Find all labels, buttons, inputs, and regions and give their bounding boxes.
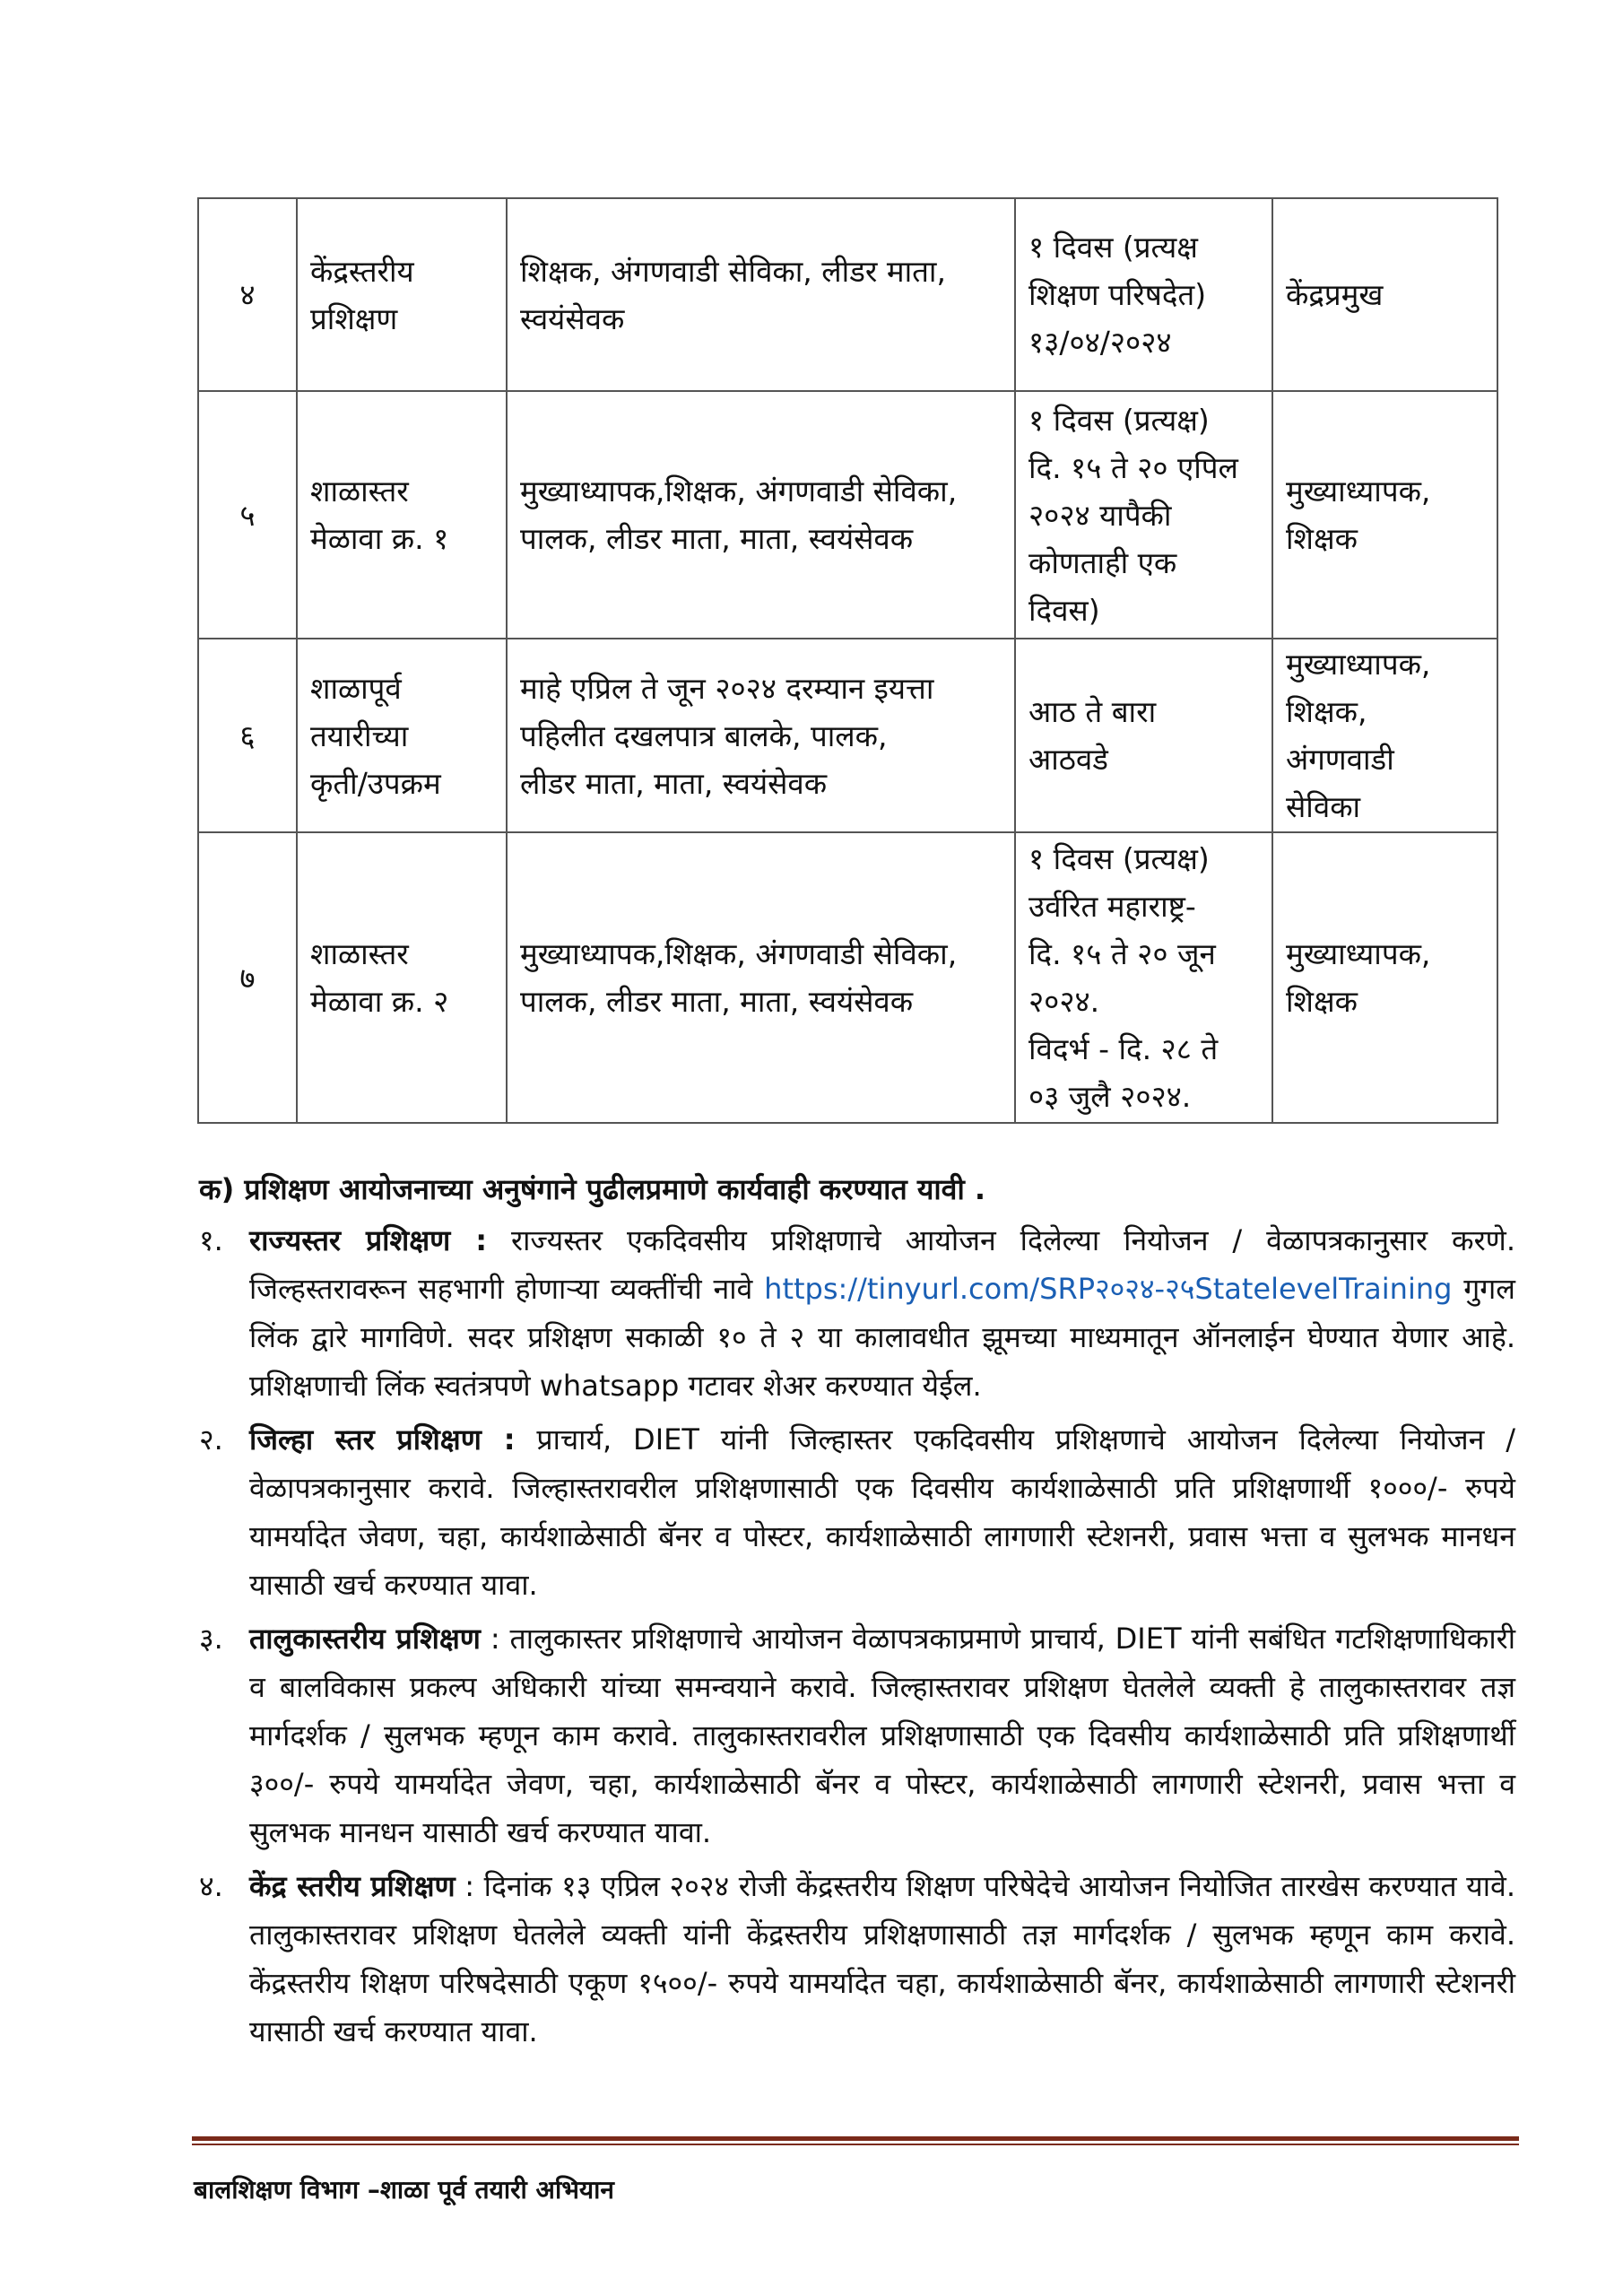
item-body-continued: गुगल लिंक द्वारे मागविणे. सदर प्रशिक्षण सकाळी १० ते २ या कालावधीत झूमच्या माध्यमातून ऑनलाईन घेण्यात येणार आहे. प्रशिक्षणाची लिंक स्वतंत्रपणे whatsapp गटावर शेअर करण्यात येईल. (249, 1272, 1515, 1403)
duration: १ दिवस (प्रत्यक्ष शिक्षण परिषदेत) १३/०४/२०२४ (1015, 198, 1272, 391)
responsible: मुख्याध्यापक, शिक्षक, अंगणवाडी सेविका (1272, 639, 1497, 832)
instruction-item (199, 1614, 1515, 1857)
instruction-item (199, 1415, 1515, 1609)
item-body: : दिनांक १३ एप्रिल २०२४ रोजी केंद्रस्तरीय शिक्षण परिषेदेचे आयोजन नियोजित तारखेस करण्यात यावे. तालुकास्तरावर प्रशिक्षण घेतलेले व्यक्ती यांनी केंद्रस्तरीय प्रशिक्षणासाठी तज्ञ मार्गदर्शक / सुलभक म्हणून काम करावे. केंद्रस्तरीय शिक्षण परिषदेसाठी एकूण १५००/- रुपये यामर्यादेत चहा, कार्यशाळेसाठी बॅनर, कार्यशाळेसाठी लागणारी स्टेशनरी यासाठी खर्च करण्यात यावा. (249, 1869, 1515, 2048)
item-number: १. (199, 1223, 223, 1257)
item-body: राज्यस्तर एकदिवसीय प्रशिक्षणाचे आयोजन दिलेल्या नियोजन / वेळापत्रकानुसार करणे. जिल्हस्तरावरून सहभागी होणाऱ्या व्यक्तींची नावे (249, 1223, 1515, 1306)
item-number: ३. (199, 1622, 223, 1656)
section-heading: क) प्रशिक्षण आयोजनाच्या अनुषंगाने पुढीलप्रमाणे कार्यवाही करण्यात यावी . (199, 1172, 986, 1206)
item-text (249, 1415, 1515, 1609)
footer-rule (192, 2136, 1519, 2141)
table-row (198, 832, 1497, 1123)
training-level: शाळापूर्व तयारीच्या कृती/उपक्रम (297, 639, 507, 832)
page-footer: बालशिक्षण विभाग –शाळा पूर्व तयारी अभियान (194, 2175, 614, 2205)
row-number: ६ (198, 639, 297, 832)
row-number: ७ (198, 832, 297, 1123)
training-schedule-table (197, 197, 1498, 1124)
item-title: केंद्र स्तरीय प्रशिक्षण (249, 1869, 456, 1903)
participants: मुख्याध्यापक,शिक्षक, अंगणवाडी सेविका, पालक, लीडर माता, माता, स्वयंसेवक (507, 832, 1015, 1123)
duration: आठ ते बारा आठवडे (1015, 639, 1272, 832)
registration-link[interactable]: https://tinyurl.com/SRP२०२४-२५StatelevelTraining (764, 1272, 1453, 1306)
item-body: : तालुकास्तर प्रशिक्षणाचे आयोजन वेळापत्रकाप्रमाणे प्राचार्य, DIET यांनी सबंधित गटशिक्षणाधिकारी व बालविकास प्रकल्प अधिकारी यांच्या समन्वयाने करावे. जिल्हास्तरावर प्रशिक्षण घेतलेले व्यक्ती हे तालुकास्तरावर तज्ञ मार्गदर्शक / सुलभक म्हणून काम करावे. तालुकास्तरावरील प्रशिक्षणासाठी एक दिवसीय कार्यशाळेसाठी प्रति प्रशिक्षणार्थी ३००/- रुपये यामर्यादेत जेवण, चहा, कार्यशाळेसाठी बॅनर व पोस्टर, कार्यशाळेसाठी लागणारी स्टेशनरी, प्रवास भत्ता व सुलभक मानधन यासाठी खर्च करण्यात यावा. (249, 1622, 1515, 1849)
responsible: केंद्रप्रमुख (1272, 198, 1497, 391)
training-level: शाळास्तर मेळावा क्र. १ (297, 391, 507, 639)
footer-rule-thin (192, 2144, 1519, 2145)
table-row (198, 639, 1497, 832)
participants: शिक्षक, अंगणवाडी सेविका, लीडर माता, स्वयंसेवक (507, 198, 1015, 391)
item-number: ४. (199, 1869, 223, 1903)
item-title: जिल्हा स्तर प्रशिक्षण : (249, 1422, 516, 1457)
item-title: राज्यस्तर प्रशिक्षण : (249, 1223, 488, 1257)
row-number: ५ (198, 391, 297, 639)
participants: माहे एप्रिल ते जून २०२४ दरम्यान इयत्ता पहिलीत दखलपात्र बालके, पालक, लीडर माता, माता, स्वयंसेवक (507, 639, 1015, 832)
duration: १ दिवस (प्रत्यक्ष) उर्वरित महाराष्ट्र- दि. १५ ते २० जून २०२४. विदर्भ - दि. २८ ते ०३ जुलै २०२४. (1015, 832, 1272, 1123)
table-row (198, 198, 1497, 391)
item-title: तालुकास्तरीय प्रशिक्षण (249, 1622, 481, 1656)
item-number: २. (199, 1422, 223, 1457)
item-text (249, 1614, 1515, 1857)
instruction-item (199, 1216, 1515, 1410)
item-text (249, 1216, 1515, 1410)
row-number: ४ (198, 198, 297, 391)
training-level: शाळास्तर मेळावा क्र. २ (297, 832, 507, 1123)
responsible: मुख्याध्यापक, शिक्षक (1272, 391, 1497, 639)
item-body: प्राचार्य, DIET यांनी जिल्हास्तर एकदिवसीय प्रशिक्षणाचे आयोजन दिलेल्या नियोजन / वेळापत्रकानुसार करावे. जिल्हास्तरावरील प्रशिक्षणासाठी एक दिवसीय कार्यशाळेसाठी प्रति प्रशिक्षणार्थी १०००/- रुपये यामर्यादेत जेवण, चहा, कार्यशाळेसाठी बॅनर व पोस्टर, कार्यशाळेसाठी लागणारी स्टेशनरी, प्रवास भत्ता व सुलभक मानधन यासाठी खर्च करण्यात यावा. (249, 1422, 1515, 1602)
duration: १ दिवस (प्रत्यक्ष) दि. १५ ते २० एपिल २०२४ यापैकी कोणताही एक दिवस) (1015, 391, 1272, 639)
item-text (249, 1862, 1515, 2056)
training-level: केंद्रस्तरीय प्रशिक्षण (297, 198, 507, 391)
instruction-item (199, 1862, 1515, 2056)
participants: मुख्याध्यापक,शिक्षक, अंगणवाडी सेविका, पालक, लीडर माता, माता, स्वयंसेवक (507, 391, 1015, 639)
table-row (198, 391, 1497, 639)
responsible: मुख्याध्यापक, शिक्षक (1272, 832, 1497, 1123)
